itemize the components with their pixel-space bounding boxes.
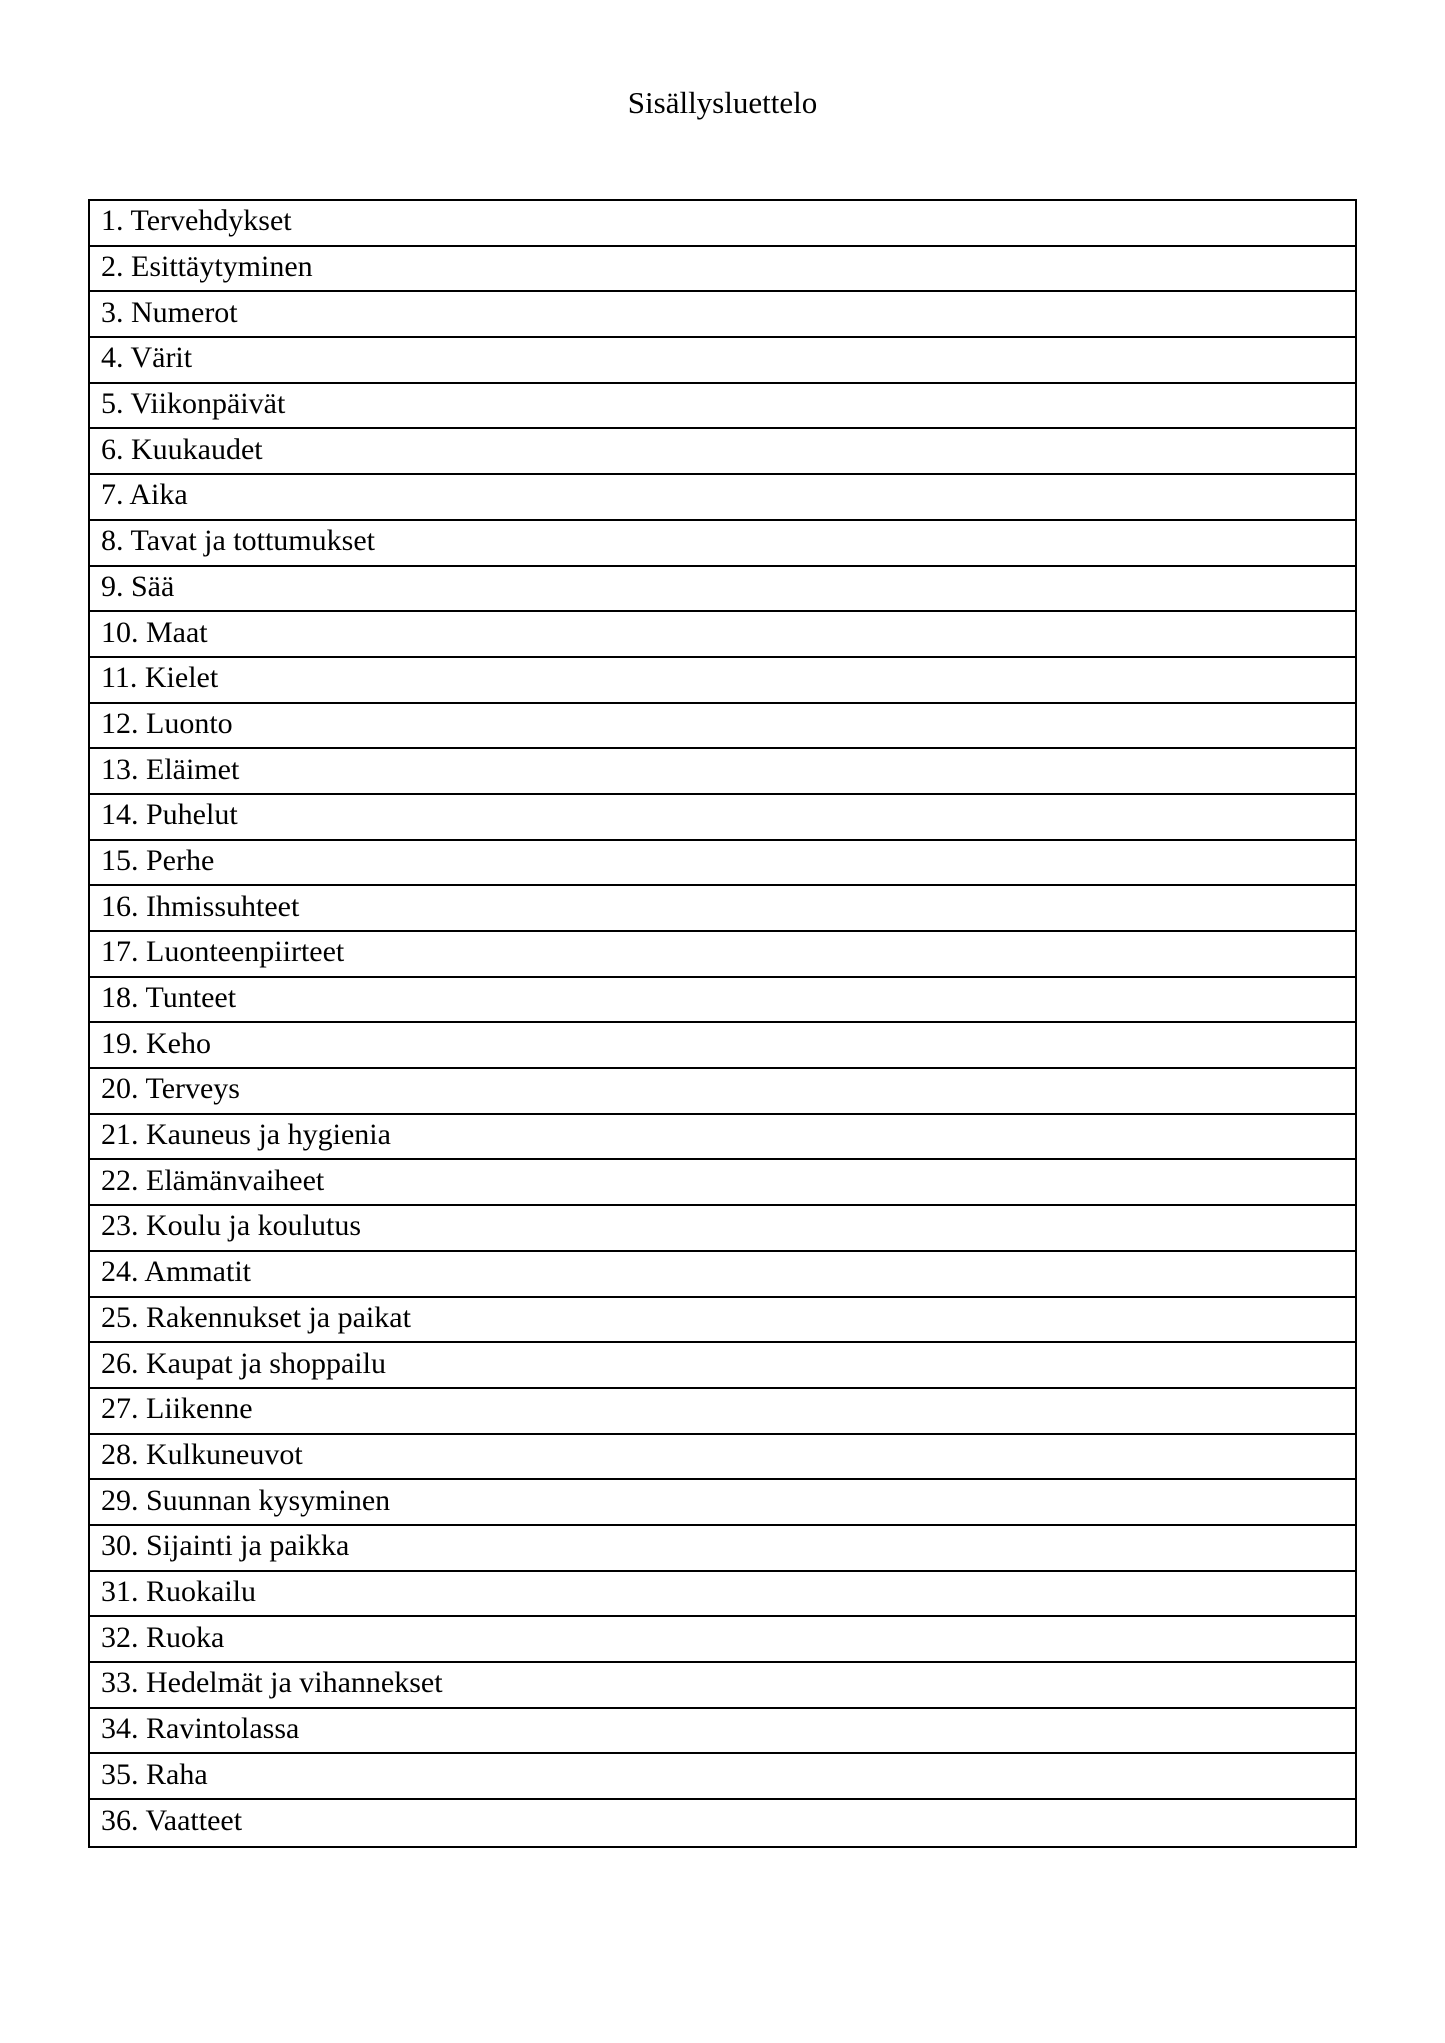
page-title: Sisällysluettelo [627,85,818,120]
toc-row-label: 32. Ruoka [101,1620,225,1654]
toc-row-label: 17. Luonteenpiirteet [101,935,345,969]
toc-row-label: 10. Maat [101,615,208,649]
toc-row [90,247,1355,293]
toc-row [90,1526,1355,1572]
toc-row-label: 15. Perhe [101,843,215,877]
toc-row-label: 9. Sää [101,569,175,603]
toc-row-label: 33. Hedelmät ja vihannekset [101,1666,443,1700]
toc-row [90,292,1355,338]
toc-row-label: 8. Tavat ja tottumukset [101,524,375,558]
toc-row [90,1754,1355,1800]
toc-row-label: 31. Ruokailu [101,1574,256,1608]
toc-row [90,1709,1355,1755]
toc-row-label: 25. Rakennukset ja paikat [101,1300,411,1334]
toc-row [90,475,1355,521]
toc-row-label: 20. Terveys [101,1072,240,1106]
toc-row-label: 21. Kauneus ja hygienia [101,1118,391,1152]
toc-row-label: 30. Sijainti ja paikka [101,1529,350,1563]
toc-row [90,612,1355,658]
toc-table [88,199,1357,1848]
toc-row-label: 13. Eläimet [101,752,240,786]
toc-row [90,1800,1355,1846]
toc-row-label: 16. Ihmissuhteet [101,889,300,923]
toc-row [90,978,1355,1024]
toc-row [90,1343,1355,1389]
toc-row [90,1252,1355,1298]
toc-row-label: 28. Kulkuneuvot [101,1437,303,1471]
toc-row-label: 4. Värit [101,341,193,375]
toc-row [90,795,1355,841]
toc-row [90,1160,1355,1206]
toc-row [90,521,1355,567]
toc-row-label: 36. Vaatteet [101,1804,243,1838]
toc-row [90,1298,1355,1344]
toc-row-label: 5. Viikonpäivät [101,387,286,421]
toc-row [90,841,1355,887]
toc-row-label: 24. Ammatit [101,1255,251,1289]
toc-row [90,1389,1355,1435]
toc-row [90,886,1355,932]
toc-row [90,1435,1355,1481]
toc-row [90,1206,1355,1252]
toc-row [90,704,1355,750]
toc-row [90,1480,1355,1526]
toc-row-label: 34. Ravintolassa [101,1712,300,1746]
toc-row-label: 27. Liikenne [101,1392,253,1426]
toc-row-label: 35. Raha [101,1757,208,1791]
toc-row [90,384,1355,430]
toc-row [90,338,1355,384]
toc-row [90,1663,1355,1709]
toc-row [90,429,1355,475]
toc-row [90,749,1355,795]
toc-row-label: 11. Kielet [101,661,219,695]
toc-row [90,567,1355,613]
toc-row-label: 29. Suunnan kysyminen [101,1483,391,1517]
toc-row [90,1023,1355,1069]
toc-row-label: 7. Aika [101,478,188,512]
toc-row-label: 23. Koulu ja koulutus [101,1209,361,1243]
toc-row [90,1617,1355,1663]
toc-row-label: 19. Keho [101,1026,211,1060]
toc-row-label: 12. Luonto [101,706,233,740]
toc-row-label: 6. Kuukaudet [101,432,263,466]
toc-row-label: 1. Tervehdykset [101,204,292,238]
toc-row [90,1069,1355,1115]
toc-row [90,201,1355,247]
toc-row-label: 3. Numerot [101,295,238,329]
toc-row-label: 22. Elämänvaiheet [101,1163,325,1197]
toc-row-label: 2. Esittäytyminen [101,250,313,284]
toc-row [90,1115,1355,1161]
toc-row [90,1572,1355,1618]
toc-row-label: 14. Puhelut [101,798,238,832]
toc-row-label: 18. Tunteet [101,981,237,1015]
toc-row [90,932,1355,978]
toc-row [90,658,1355,704]
toc-row-label: 26. Kaupat ja shoppailu [101,1346,386,1380]
